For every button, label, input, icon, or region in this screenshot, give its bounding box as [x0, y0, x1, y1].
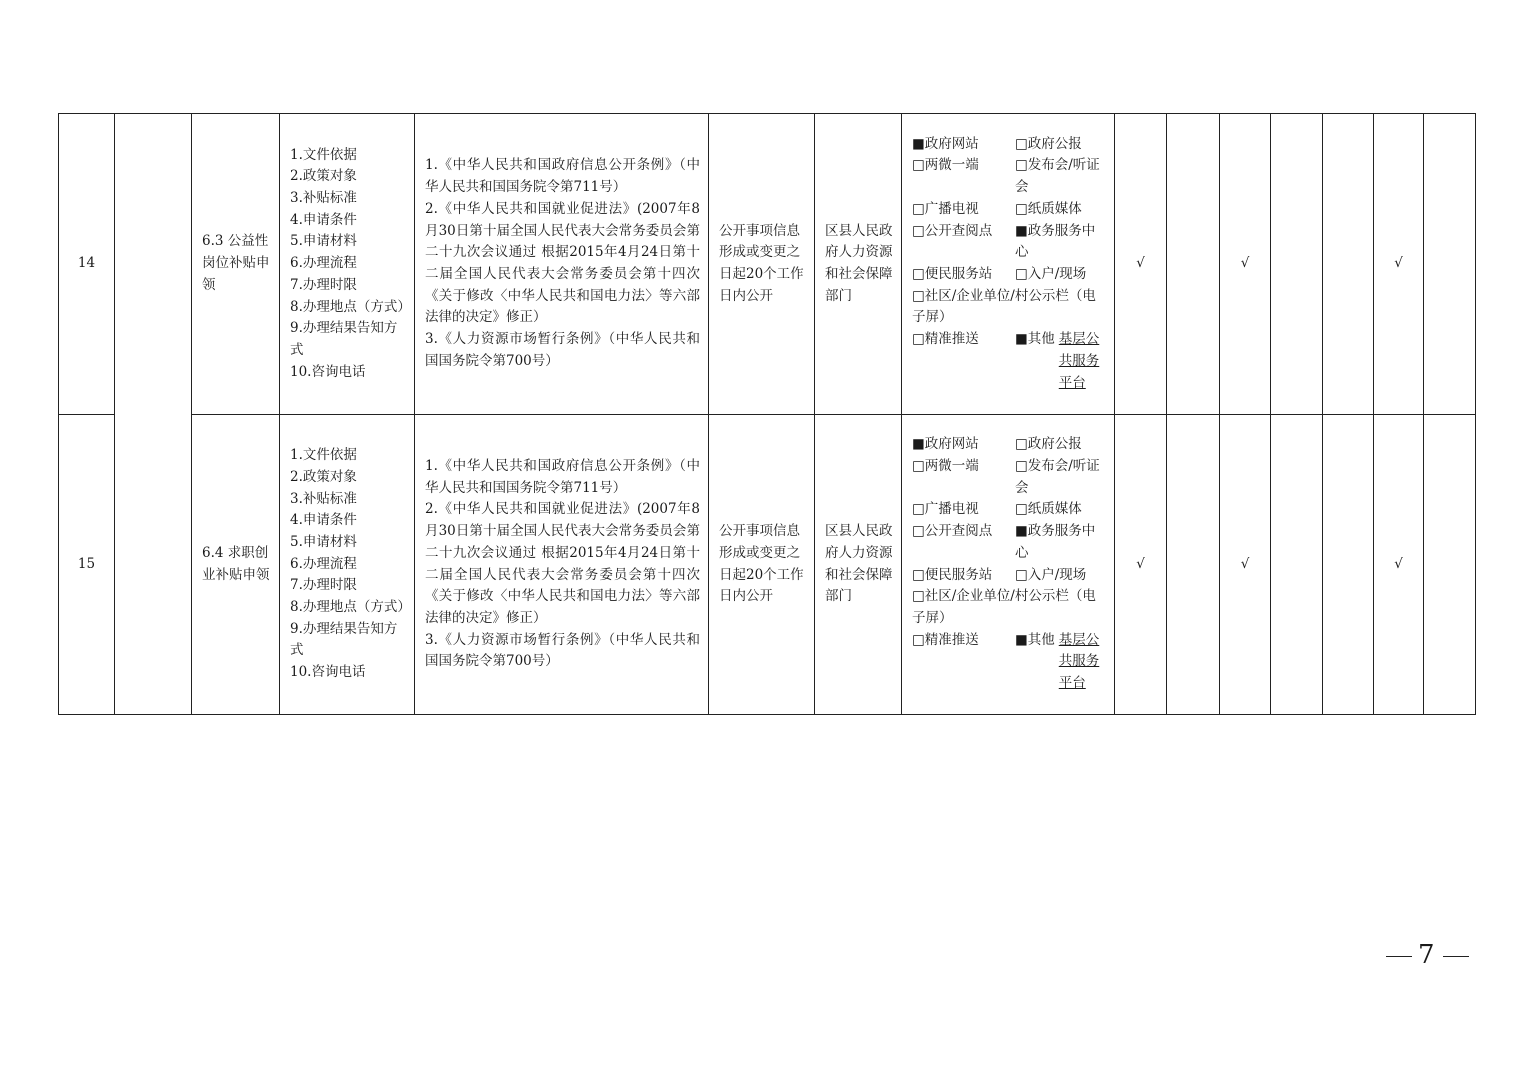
page-number-dash	[1443, 956, 1469, 957]
disclosure-subject: 区县人民政府人力资源和社会保障部门	[815, 415, 902, 715]
basis-item: 1.《中华人民共和国政府信息公开条例》（中华人民共和国国务院令第711号）	[425, 157, 700, 196]
content-item: 6.办理流程	[290, 555, 357, 572]
content-item: 1.文件依据	[290, 146, 357, 163]
content-item: 8.办理地点（方式）	[290, 298, 411, 315]
channel-option: □社区/企业单位/村公示栏（电子屏）	[912, 287, 1096, 326]
row-index: 14	[59, 114, 115, 415]
item-name: 6.3 公益性岗位补贴申领	[192, 114, 280, 415]
disclosure-time: 公开事项信息形成或变更之日起20个工作日内公开	[709, 415, 815, 715]
category-cell	[115, 114, 192, 715]
content-item: 1.文件依据	[290, 447, 357, 464]
basis-item: 2.《中华人民共和国就业促进法》(2007年8月30日第十届全国人民代表大会常务委员会第二十九次会议通过 根据2015年4月24日第十二届全国人民代表大会常务委员会第十四次《关于修改〈中华人民共和国电力法〉等六部法律的决定》修正）	[425, 200, 700, 326]
check-cell	[1424, 114, 1476, 415]
channel-option: □社区/企业单位/村公示栏（电子屏）	[912, 588, 1096, 626]
channel-option: □精准推送	[912, 331, 979, 348]
content-list	[280, 114, 415, 415]
content-item: 4.申请条件	[290, 211, 357, 228]
check-cell: √	[1374, 415, 1424, 715]
content-item: 3.补贴标准	[290, 190, 357, 207]
table-row	[59, 114, 1476, 415]
channel-option: □广播电视	[912, 501, 979, 518]
legal-basis	[415, 415, 709, 715]
channel-option: □精准推送	[912, 631, 979, 648]
basis-item: 3.《人力资源市场暂行条例》（中华人民共和国国务院令第700号）	[425, 331, 700, 369]
check-cell: √	[1374, 114, 1424, 415]
table-row	[59, 415, 1476, 715]
check-cell	[1167, 415, 1220, 715]
channel-option: ■其他	[1015, 331, 1055, 348]
basis-item: 3.《人力资源市场暂行条例》（中华人民共和国国务院令第700号）	[425, 631, 700, 670]
check-cell	[1424, 415, 1476, 715]
content-item: 3.补贴标准	[290, 490, 357, 507]
channel-option: □入户/现场	[1015, 566, 1087, 583]
disclosure-table	[58, 113, 1476, 715]
content-item: 9.办理结果告知方式	[290, 620, 398, 659]
channel-option: ■政府网站	[912, 436, 979, 453]
check-cell	[1271, 415, 1323, 715]
content-item: 10.咨询电话	[290, 664, 366, 681]
channel-option: □广播电视	[912, 200, 979, 217]
channel-option: □公开查阅点	[912, 222, 993, 239]
channel-option: □两微一端	[912, 457, 979, 474]
channel-other-value: 基层公共服务平台	[1058, 331, 1100, 391]
check-cell	[1271, 114, 1323, 415]
check-cell	[1167, 114, 1220, 415]
check-cell: √	[1220, 114, 1271, 415]
content-item: 2.政策对象	[290, 468, 357, 485]
check-cell: √	[1220, 415, 1271, 715]
content-item: 4.申请条件	[290, 512, 357, 529]
channel-option: □便民服务站	[912, 266, 993, 282]
channel-option: □公开查阅点	[912, 523, 993, 540]
content-item: 6.办理流程	[290, 255, 357, 272]
basis-item: 1.《中华人民共和国政府信息公开条例》（中华人民共和国国务院令第711号）	[425, 457, 700, 496]
channel-option: ■政务服务中心	[1015, 222, 1096, 261]
page-number	[1380, 940, 1475, 970]
page-number-dash	[1386, 956, 1412, 957]
content-item: 10.咨询电话	[290, 363, 366, 380]
channel-option: ■政府网站	[912, 135, 979, 152]
content-item: 7.办理时限	[290, 276, 357, 293]
channel-option: □纸质媒体	[1015, 501, 1082, 518]
disclosure-time: 公开事项信息形成或变更之日起20个工作日内公开	[709, 114, 815, 415]
page-number-value: 7	[1418, 940, 1437, 970]
disclosure-channels	[902, 114, 1115, 415]
channel-option: □政府公报	[1015, 135, 1082, 152]
check-cell	[1323, 114, 1374, 415]
channel-option: □政府公报	[1015, 436, 1082, 453]
check-cell: √	[1115, 114, 1167, 415]
content-item: 7.办理时限	[290, 577, 357, 594]
check-cell: √	[1115, 415, 1167, 715]
channel-option: □入户/现场	[1015, 266, 1087, 282]
content-item: 9.办理结果告知方式	[290, 320, 398, 358]
item-name: 6.4 求职创业补贴申领	[192, 415, 280, 715]
content-list	[280, 415, 415, 715]
disclosure-subject: 区县人民政府人力资源和社会保障部门	[815, 114, 902, 415]
channel-option: □发布会/听证会	[1015, 157, 1100, 196]
disclosure-channels	[902, 415, 1115, 715]
channel-option: □纸质媒体	[1015, 200, 1082, 217]
channel-other-value: 基层公共服务平台	[1058, 631, 1100, 692]
channel-option: □两微一端	[912, 157, 979, 174]
channel-option: □发布会/听证会	[1015, 457, 1100, 496]
channel-option: □便民服务站	[912, 566, 993, 583]
legal-basis	[415, 114, 709, 415]
content-item: 2.政策对象	[290, 168, 357, 185]
row-index: 15	[59, 415, 115, 715]
check-cell	[1323, 415, 1374, 715]
channel-option: ■政务服务中心	[1015, 523, 1096, 561]
content-item: 5.申请材料	[290, 233, 357, 250]
content-item: 5.申请材料	[290, 533, 357, 550]
content-item: 8.办理地点（方式）	[290, 599, 411, 616]
basis-item: 2.《中华人民共和国就业促进法》(2007年8月30日第十届全国人民代表大会常务委员会第二十九次会议通过 根据2015年4月24日第十二届全国人民代表大会常务委员会第十四次《关于修改〈中华人民共和国电力法〉等六部法律的决定》修正）	[425, 501, 700, 626]
channel-option: ■其他	[1015, 631, 1055, 648]
